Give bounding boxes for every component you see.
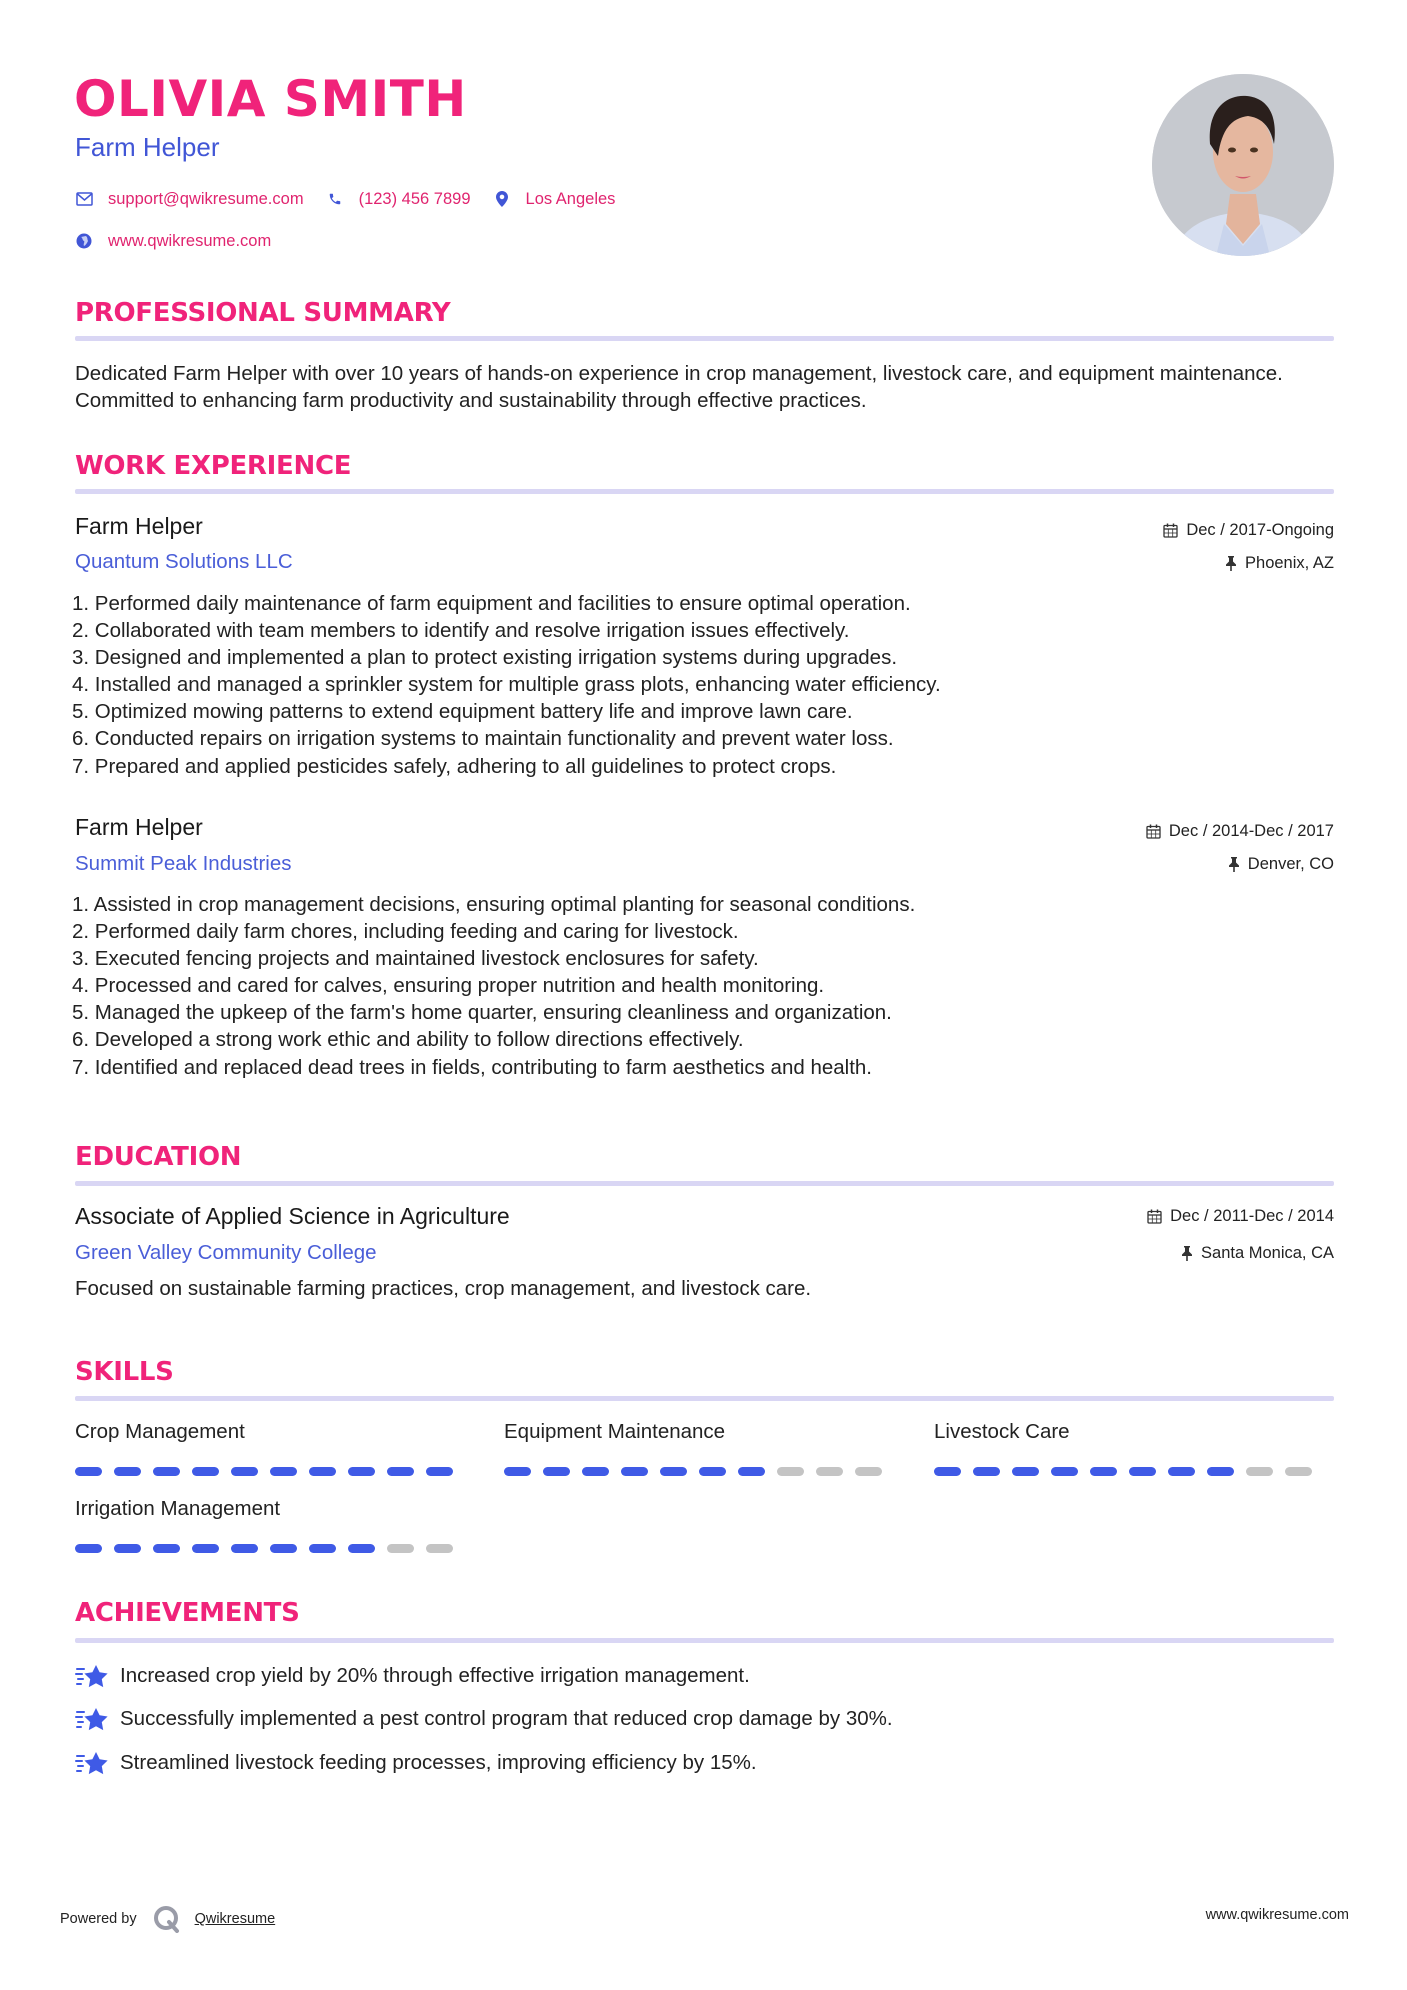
skill-item <box>934 1422 1334 1476</box>
skill-dot-empty <box>1246 1467 1273 1476</box>
skill-dot-filled <box>153 1467 180 1476</box>
skill-dot-filled <box>1090 1467 1117 1476</box>
job-dates-text: Dec / 2017-Ongoing <box>1186 521 1334 539</box>
job-location <box>1225 555 1334 572</box>
skill-dot-filled <box>348 1544 375 1553</box>
skill-dot-filled <box>543 1467 570 1476</box>
job-location <box>1228 856 1334 873</box>
calendar-icon <box>1163 523 1178 538</box>
contact-website[interactable] <box>75 232 271 250</box>
envelope-icon <box>75 190 93 208</box>
skill-dot-filled <box>231 1467 258 1476</box>
map-pin-icon <box>493 190 511 208</box>
job-company: Summit Peak Industries <box>75 852 292 875</box>
pushpin-icon <box>1225 556 1237 571</box>
skill-dot-filled <box>270 1544 297 1553</box>
section-divider <box>75 1638 1334 1643</box>
skill-dot-filled <box>75 1544 102 1553</box>
skill-rating <box>75 1467 475 1476</box>
section-divider <box>75 336 1334 341</box>
education-school: Green Valley Community College <box>75 1241 377 1264</box>
calendar-icon <box>1146 824 1161 839</box>
skill-dot-filled <box>660 1467 687 1476</box>
section-divider <box>75 1181 1334 1186</box>
education-dates-text: Dec / 2011-Dec / 2014 <box>1170 1207 1334 1225</box>
skill-dot-filled <box>1168 1467 1195 1476</box>
job-bullet: 2. Performed daily farm chores, including feeding and caring for livestock. <box>72 920 739 944</box>
job-bullets <box>72 891 1272 1081</box>
skill-dot-filled <box>699 1467 726 1476</box>
skill-dot-filled <box>1207 1467 1234 1476</box>
section-title-skills: SKILLS <box>75 1357 174 1387</box>
skill-rating <box>75 1544 475 1553</box>
skill-dot-filled <box>114 1467 141 1476</box>
candidate-role: Farm Helper <box>75 132 220 162</box>
achievement-item <box>75 1662 750 1690</box>
skill-rating <box>934 1467 1334 1476</box>
contact-row-secondary <box>75 232 293 250</box>
skill-dot-filled <box>309 1544 336 1553</box>
section-divider <box>75 489 1334 494</box>
skill-dot-empty <box>855 1467 882 1476</box>
location-text: Los Angeles <box>525 189 616 208</box>
profile-photo <box>1152 74 1334 256</box>
calendar-icon <box>1147 1209 1162 1224</box>
achievement-text: Successfully implemented a pest control program that reduced crop damage by 30%. <box>120 1706 893 1730</box>
job-bullets <box>72 590 1272 780</box>
globe-icon <box>75 232 93 250</box>
job-bullet: 2. Collaborated with team members to identify and resolve irrigation issues effectively. <box>72 619 850 643</box>
job-title: Farm Helper <box>75 814 203 840</box>
skill-dot-filled <box>973 1467 1000 1476</box>
skill-dot-filled <box>934 1467 961 1476</box>
job-bullet: 5. Managed the upkeep of the farm's home quarter, ensuring cleanliness and organization. <box>72 1001 892 1025</box>
footer-website[interactable]: www.qwikresume.com <box>1205 1907 1349 1923</box>
skill-dot-filled <box>1129 1467 1156 1476</box>
skill-dot-filled <box>192 1467 219 1476</box>
achievement-item <box>75 1705 893 1733</box>
job-bullet: 7. Identified and replaced dead trees in fields, contributing to farm aesthetics and health. <box>72 1055 873 1079</box>
job-dates-text: Dec / 2014-Dec / 2017 <box>1168 822 1334 840</box>
footer-powered-by <box>60 1905 275 1933</box>
candidate-name: OLIVIA SMITH <box>74 70 467 128</box>
skill-dot-filled <box>1051 1467 1078 1476</box>
achievement-text: Increased crop yield by 20% through effective irrigation management. <box>120 1663 750 1687</box>
skill-item <box>75 1422 475 1476</box>
skill-dot-filled <box>582 1467 609 1476</box>
skill-dot-filled <box>153 1544 180 1553</box>
skill-dot-empty <box>1285 1467 1312 1476</box>
education-location <box>1181 1245 1334 1262</box>
skill-dot-filled <box>309 1467 336 1476</box>
job-company: Quantum Solutions LLC <box>75 550 293 573</box>
contact-phone[interactable] <box>326 190 471 208</box>
skill-dot-filled <box>270 1467 297 1476</box>
skill-name: Irrigation Management <box>75 1497 281 1520</box>
job-bullet: 6. Conducted repairs on irrigation systems to maintain functionality and prevent water loss. <box>72 727 894 751</box>
skill-dot-filled <box>192 1544 219 1553</box>
skill-dot-empty <box>816 1467 843 1476</box>
education-description: Focused on sustainable farming practices, crop management, and livestock care. <box>75 1277 812 1300</box>
skill-dot-filled <box>231 1544 258 1553</box>
qwikresume-logo-icon <box>153 1905 181 1933</box>
section-divider <box>75 1396 1334 1401</box>
job-bullet: 7. Prepared and applied pesticides safely, adhering to all guidelines to protect crops. <box>72 754 837 778</box>
pushpin-icon <box>1228 857 1240 872</box>
education-location-text: Santa Monica, CA <box>1201 1244 1334 1262</box>
star-icon <box>75 1662 109 1690</box>
skill-dot-filled <box>75 1467 102 1476</box>
job-location-text: Denver, CO <box>1247 855 1334 873</box>
skill-name: Livestock Care <box>934 1420 1070 1443</box>
star-icon <box>75 1705 109 1733</box>
skill-dot-filled <box>621 1467 648 1476</box>
education-dates <box>1147 1208 1334 1225</box>
contact-location <box>493 190 616 208</box>
email-text[interactable]: support@qwikresume.com <box>108 189 304 208</box>
skill-dot-filled <box>387 1467 414 1476</box>
achievement-text: Streamlined livestock feeding processes, improving efficiency by 15%. <box>120 1750 757 1774</box>
skill-name: Crop Management <box>75 1420 245 1443</box>
skill-dot-empty <box>426 1544 453 1553</box>
job-dates <box>1163 522 1334 539</box>
powered-by-label: Powered by <box>60 1911 137 1927</box>
job-location-text: Phoenix, AZ <box>1245 554 1334 572</box>
skill-dot-filled <box>114 1544 141 1553</box>
website-text[interactable]: www.qwikresume.com <box>108 231 272 250</box>
contact-email[interactable] <box>75 190 304 208</box>
skill-dot-filled <box>348 1467 375 1476</box>
phone-text[interactable]: (123) 456 7899 <box>358 189 471 208</box>
section-title-summary: PROFESSIONAL SUMMARY <box>75 298 451 328</box>
education-degree: Associate of Applied Science in Agriculture <box>75 1203 510 1229</box>
skill-dot-empty <box>777 1467 804 1476</box>
skill-dot-filled <box>1012 1467 1039 1476</box>
achievement-item <box>75 1749 757 1777</box>
skill-dot-empty <box>387 1544 414 1553</box>
section-title-achievements: ACHIEVEMENTS <box>75 1598 300 1628</box>
job-bullet: 5. Optimized mowing patterns to extend equipment battery life and improve lawn care. <box>72 700 853 724</box>
skill-dot-filled <box>504 1467 531 1476</box>
job-bullet: 4. Processed and cared for calves, ensuring proper nutrition and health monitoring. <box>72 974 825 998</box>
section-title-education: EDUCATION <box>75 1142 242 1172</box>
contact-row-primary <box>75 190 637 208</box>
job-bullet: 6. Developed a strong work ethic and ability to follow directions effectively. <box>72 1028 744 1052</box>
job-bullet: 3. Designed and implemented a plan to protect existing irrigation systems during upgrades. <box>72 646 898 670</box>
job-bullet: 3. Executed fencing projects and maintained livestock enclosures for safety. <box>72 947 759 971</box>
star-icon <box>75 1749 109 1777</box>
qwikresume-link[interactable]: Qwikresume <box>194 1911 276 1927</box>
skill-rating <box>504 1467 904 1476</box>
section-title-experience: WORK EXPERIENCE <box>75 451 352 481</box>
summary-text: Dedicated Farm Helper with over 10 years of hands-on experience in crop management, livestock care, and equipment maintenance. Committed to enhancing farm productivity and sustainability through effective practices. <box>75 362 1283 412</box>
skill-item <box>504 1422 904 1476</box>
job-title: Farm Helper <box>75 513 203 539</box>
skill-name: Equipment Maintenance <box>504 1420 726 1443</box>
skill-dot-filled <box>426 1467 453 1476</box>
skill-item <box>75 1499 475 1553</box>
job-bullet: 1. Performed daily maintenance of farm equipment and facilities to ensure optimal operation. <box>72 592 911 615</box>
job-bullet: 1. Assisted in crop management decisions, ensuring optimal planting for seasonal conditions. <box>72 893 916 916</box>
job-dates <box>1146 823 1334 840</box>
phone-icon <box>326 190 344 208</box>
pushpin-icon <box>1181 1246 1193 1261</box>
skill-dot-filled <box>738 1467 765 1476</box>
job-bullet: 4. Installed and managed a sprinkler system for multiple grass plots, enhancing water efficiency. <box>72 673 941 697</box>
